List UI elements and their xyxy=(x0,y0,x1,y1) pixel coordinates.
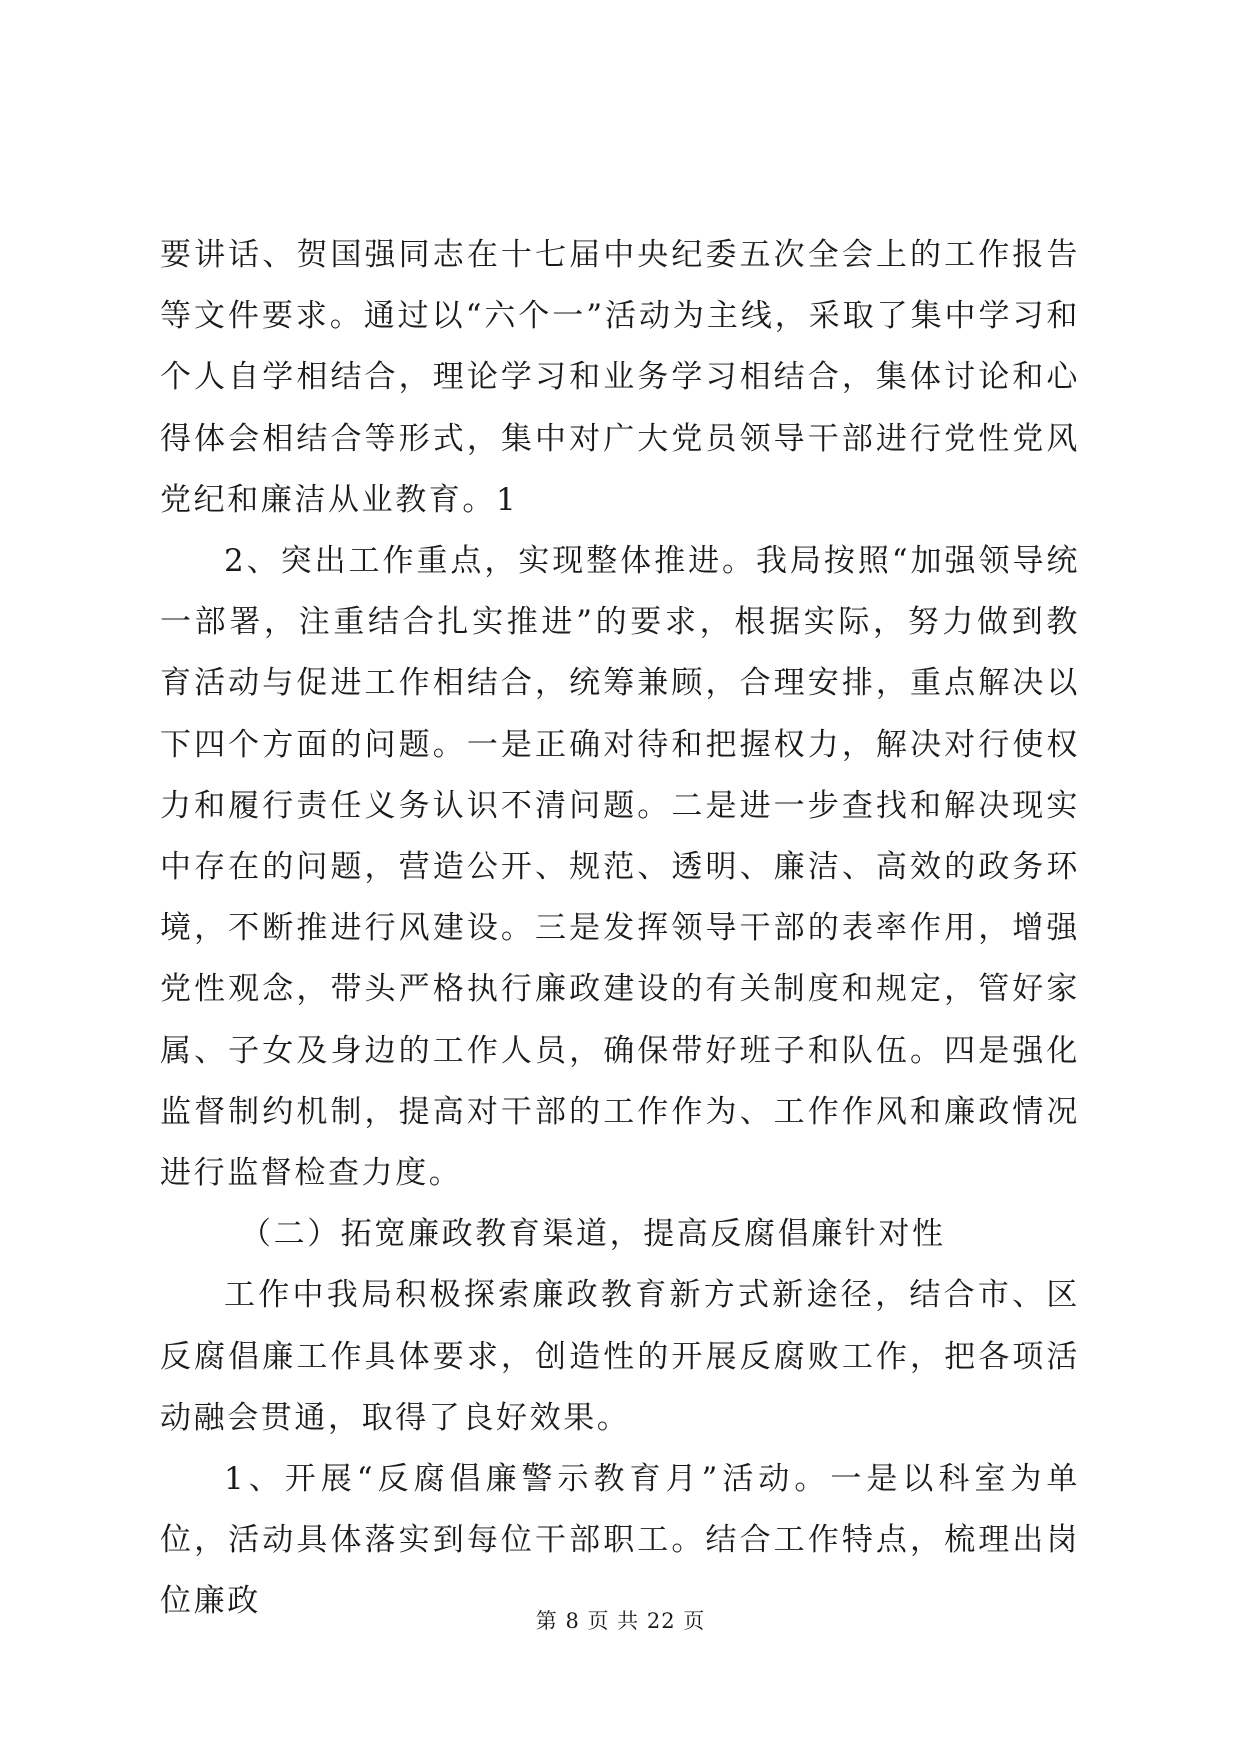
section-heading: （二）拓宽廉政教育渠道，提高反腐倡廉针对性 xyxy=(240,1216,946,1253)
document-body xyxy=(160,225,1080,1633)
paragraph-4: 1、开展“反腐倡廉警示教育月”活动。一是以科室为单位，活动具体落实到每位干部职工。结合工作特点，梳理出岗位廉政 xyxy=(160,1461,1080,1620)
page-number-footer: 第 8 页 共 22 页 xyxy=(535,1609,706,1633)
paragraph-1: 要讲话、贺国强同志在十七届中央纪委五次全会上的工作报告等文件要求。通过以“六个一”活动为主线，采取了集中学习和个人自学相结合，理论学习和业务学习相结合，集体讨论和心得体会相结合等形式，集中对广大党员领导干部进行党性党风党纪和廉洁从业教育。1 xyxy=(160,237,1080,518)
paragraph-3: 工作中我局积极探索廉政教育新方式新途径，结合市、区反腐倡廉工作具体要求，创造性的开展反腐败工作，把各项活动融会贯通，取得了良好效果。 xyxy=(160,1277,1080,1436)
paragraph-2: 2、突出工作重点，实现整体推进。我局按照“加强领导统一部署，注重结合扎实推进”的要求，根据实际，努力做到教育活动与促进工作相结合，统筹兼顾，合理安排，重点解决以下四个方面的问题。一是正确对待和把握权力，解决对行使权力和履行责任义务认识不清问题。二是进一步查找和解决现实中存在的问题，营造公开、规范、透明、廉洁、高效的政务环境，不断推进行风建设。三是发挥领导干部的表率作用，增强党性观念，带头严格执行廉政建设的有关制度和规定，管好家属、子女及身边的工作人员，确保带好班子和队伍。四是强化监督制约机制，提高对干部的工作作为、工作作风和廉政情况进行监督检查力度。 xyxy=(160,543,1080,1192)
